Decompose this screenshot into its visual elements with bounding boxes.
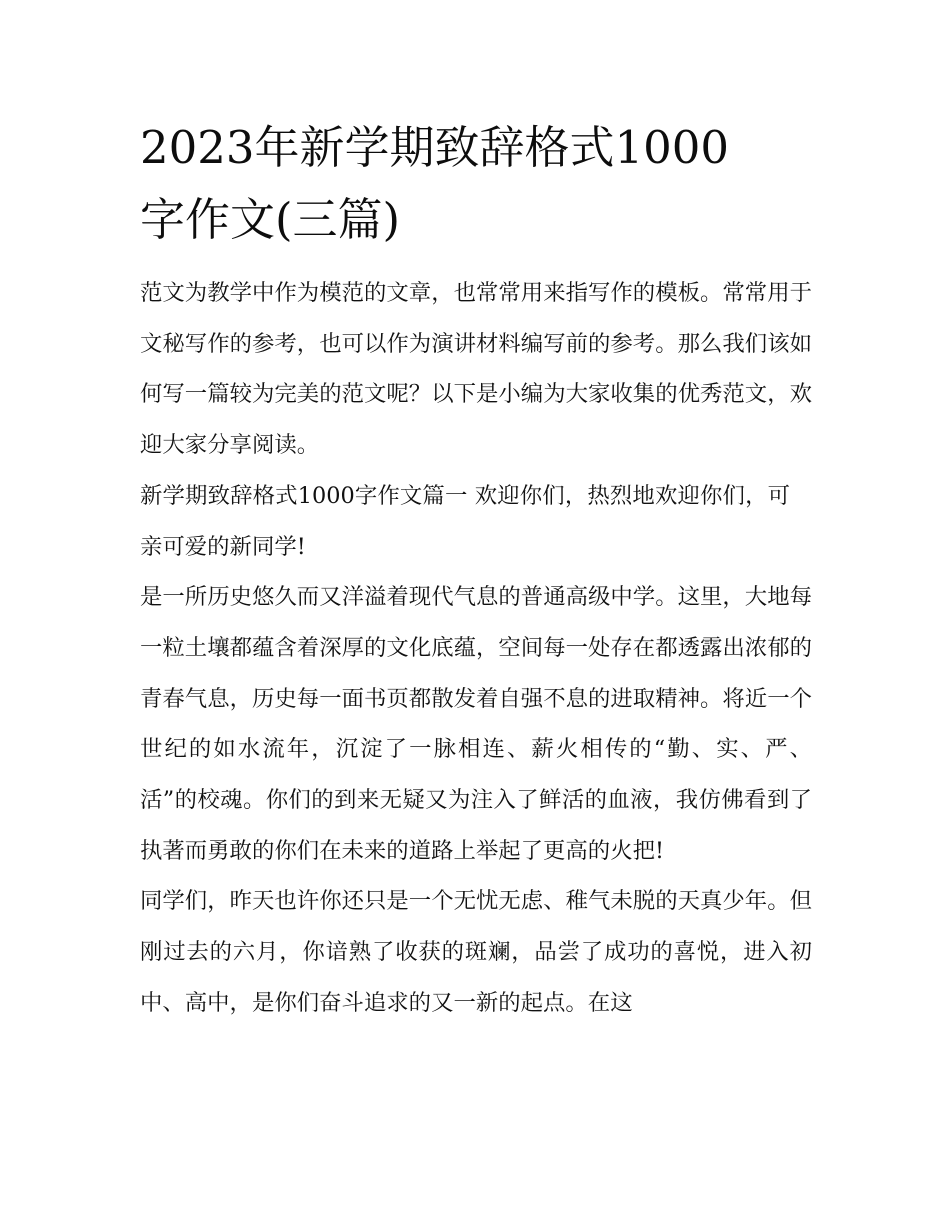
paragraph-students: 同学们，昨天也许你还只是一个无忧无虑、稚气未脱的天真少年。但刚过去的六月，你谙熟了收获的斑斓，品尝了成功的喜悦，进入初中、高中，是你们奋斗追求的又一新的起点。在这 bbox=[140, 888, 812, 1016]
paragraph-intro: 范文为教学中作为模范的文章，也常常用来指写作的模板。常常用于文秘写作的参考，也可以作为演讲材料编写前的参考。那么我们该如何写一篇较为完美的范文呢？以下是小编为大家收集的优秀范文，欢迎大家分享阅读。 bbox=[140, 280, 812, 459]
paragraph-school-history: 是一所历史悠久而又洋溢着现代气息的普通高级中学。这里，大地每一粒土壤都蕴含着深厚的文化底蕴，空间每一处存在都透露出浓郁的青春气息，历史每一面书页都散发着自强不息的进取精神。将近一个世纪的如水流年，沉淀了一脉相连、薪火相传的“勤、实、严、活”的校魂。你们的到来无疑又为注入了鲜活的血液，我仿佛看到了执著而勇敢的你们在未来的道路上举起了更高的火把! bbox=[140, 584, 812, 864]
title-line-1: 2023年新学期致辞格式1000 bbox=[140, 121, 730, 174]
document-content bbox=[140, 112, 812, 1029]
title-line-2: 字作文(三篇) bbox=[140, 193, 401, 246]
paragraph-welcome: 新学期致辞格式1000字作文篇一 欢迎你们，热烈地欢迎你们，可亲可爱的新同学! bbox=[140, 482, 790, 560]
document-title bbox=[140, 112, 812, 256]
